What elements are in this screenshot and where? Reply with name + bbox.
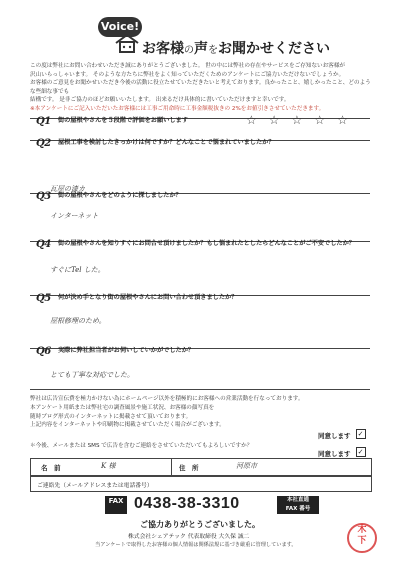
answer-text[interactable]: 瓦屋の漆カ (50, 185, 85, 193)
question-badge: Q4 (36, 239, 51, 250)
hanko-stamp: 木 下 (347, 523, 377, 553)
intro-text: この度は弊社にお問い合わせいただき誠にありがとうございました。 世の中には弊社の存在やサービスをご存知ないお客様が 沢山いらっしゃいます。 そのような方たちに弊社をよく知っていただくためのアンケートにご協力いただけないでしょうか。 お客様のご意見をお聞かせいただき今後の活動に役立たせていただきたいと考えております。良かったこと、嬉しかったこと、どのような些細な事でも 結構です。 是非ご協力のほどお願いいたします。 出来るだけ具体的に書いていただけますと幸いです。 ※本アンケートにご記入いただいたお客様には工事ご用命時に工事金額税抜きの 2%をお値引きさせていただきます。 (30, 62, 375, 114)
fax-banner (105, 496, 325, 516)
name-label: 名 前 (41, 464, 61, 472)
privacy-text: 当アンケートで取得したお客様の個人情報は関係法規に基づき厳重に管理しています。 (95, 542, 297, 548)
question-text: 街の屋根やさんをどのように探しましたか？ (58, 192, 182, 199)
question-badge: Q6 (36, 346, 51, 357)
question-3 (30, 191, 370, 220)
question-1 (30, 113, 370, 127)
question-4 (30, 239, 370, 274)
answer-text[interactable]: すぐにTel した。 (50, 266, 105, 274)
voice-badge: Voice! (98, 17, 142, 37)
question-text: 街の屋根やさんを５段階で評価をお願いします (58, 117, 188, 124)
consent-agree[interactable] (318, 423, 366, 442)
star-icon: ☆ (314, 113, 326, 127)
question-2 (30, 138, 370, 193)
address-label: 住 所 (179, 464, 199, 472)
contact-row (30, 476, 372, 492)
question-text: 何が決め手となり街の屋根やさんにお問い合わせ頂きましたか？ (58, 294, 238, 301)
answer-text[interactable]: 屋根修理のため。 (50, 317, 106, 325)
mail-consent-text: ＊今後、メールまたは SMS で広告を含むご連絡をさせていただいてもよろしいですか？ (30, 443, 253, 449)
answer-text[interactable]: インターネット (50, 212, 99, 220)
question-5 (30, 293, 370, 325)
question-text: 実際に弊社担当者がお伺いしていかがでしたか？ (58, 347, 195, 354)
question-badge: Q5 (36, 293, 51, 304)
question-badge: Q1 (36, 116, 51, 127)
question-badge: Q2 (36, 138, 51, 149)
question-text: 街の屋根やさんを知りすぐにお問合せ頂けましたか？もし悩まれたとしたらどんなことがご不安でしたか？ (58, 240, 355, 247)
page-title: お客様の声をお聞かせください (142, 41, 330, 57)
question-6 (30, 346, 370, 379)
question-badge: Q3 (36, 191, 51, 202)
divider (30, 389, 370, 390)
agree-checkbox: ✓ (356, 447, 366, 457)
agree-label: 同意します (318, 432, 351, 440)
thanks-text: ご協力ありがとうございました。 (140, 520, 260, 529)
address-value[interactable]: 河原市 (236, 462, 257, 470)
star-icon-selected: ☆ (337, 113, 348, 127)
star-icon: ☆ (268, 113, 280, 127)
fax-side-label: 本社直通 FAX 番号 (277, 496, 319, 514)
question-text: 屋根工事を検討したきっかけは何ですか？どんなことで悩まれていましたか？ (58, 139, 275, 146)
name-address-row (30, 458, 372, 476)
fax-number: 0438-38-3310 (134, 495, 240, 512)
agree-checkbox: ✓ (356, 429, 366, 439)
contact-label: ご連絡先（メールアドレスまたは電話番号） (37, 483, 153, 489)
star-icon: ☆ (246, 113, 257, 127)
fax-badge: FAX (105, 496, 127, 514)
answer-text[interactable]: とても丁寧な対応でした。 (50, 371, 134, 379)
discount-note: ※本アンケートにご記入いただいたお客様には工事ご用命時に工事金額税抜きの 2%をお値引きさせていただきます。 (30, 105, 325, 112)
rating-stars[interactable] (246, 113, 348, 127)
name-value[interactable]: K 様 (101, 462, 116, 470)
house-icon (114, 33, 140, 53)
agree-label: 同意します (318, 450, 351, 458)
consent-text: 弊社は広告宣伝費を極力かけない為にホームページ以外を積極的にお客様への営業活動を行なっております。 本アンケート用紙または弊社宅の調査風景や施工状況、お客様の顔写真を 随時ブログ形式のインターネットに掲載させて頂いております。 上記内容をインターネットや印刷物に掲載させていただく場合がございます。 (30, 396, 304, 429)
star-icon: ☆ (291, 113, 303, 127)
company-text: 株式会社シェアテック 代表取締役 大久保 誠二 (128, 534, 250, 540)
